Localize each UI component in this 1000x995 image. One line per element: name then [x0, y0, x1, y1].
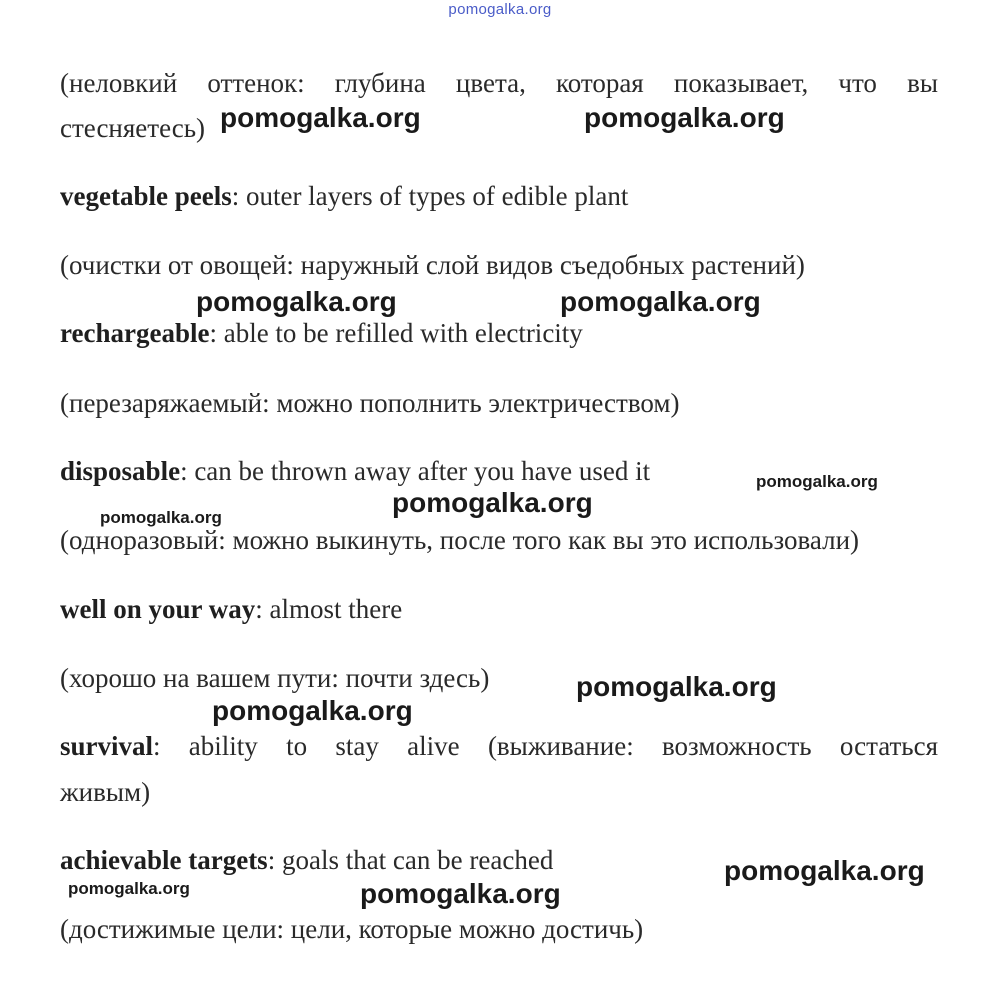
watermark: pomogalka.org	[100, 508, 222, 527]
watermark: pomogalka.org	[756, 472, 878, 491]
term-vegetable-peels: vegetable peels	[60, 181, 232, 211]
translation-well-on-your-way: (хорошо на вашем пути: почти здесь)	[60, 663, 490, 693]
term-achievable-targets: achievable targets	[60, 845, 268, 875]
entry-well-on-your-way	[60, 596, 938, 623]
watermark: pomogalka.org	[724, 855, 925, 886]
definition-disposable: : can be thrown away after you have used it	[180, 456, 651, 486]
definition-achievable-targets: : goals that can be reached	[267, 845, 554, 875]
watermark: pomogalka.org	[392, 487, 593, 518]
definition-vegetable-peels: : outer layers of types of edible plant	[231, 181, 629, 211]
term-survival: survival	[60, 731, 154, 761]
watermark: pomogalka.org	[584, 102, 785, 133]
term-rechargeable: rechargeable	[60, 318, 210, 348]
translation-rechargeable: (перезаряжаемый: можно пополнить электричеством)	[60, 388, 680, 418]
translation-disposable: (одноразовый: можно выкинуть, после того как вы это использовали)	[60, 525, 860, 555]
site-header-link[interactable]: pomogalka.org	[448, 1, 552, 18]
term-well-on-your-way: well on your way	[60, 594, 256, 624]
watermark: pomogalka.org	[360, 878, 561, 909]
translation-achievable-targets: (достижимые цели: цели, которые можно достичь)	[60, 914, 644, 944]
translation-vegetable-peels: (очистки от овощей: наружный слой видов съедобных растений)	[60, 250, 805, 280]
embarrassing-translation-line1: (неловкий оттенок: глубина цвета, которая показывает, что вы	[60, 68, 938, 98]
watermark: pomogalka.org	[196, 286, 397, 317]
definition-rechargeable: : able to be refilled with electricity	[209, 318, 583, 348]
watermark: pomogalka.org	[212, 695, 413, 726]
term-disposable: disposable	[60, 456, 181, 486]
definition-survival-line1: : ability to stay alive (выживание: возможность остаться	[153, 731, 938, 761]
watermark: pomogalka.org	[68, 879, 190, 898]
definition-well-on-your-way: : almost there	[255, 594, 403, 624]
watermark: pomogalka.org	[220, 102, 421, 133]
watermark: pomogalka.org	[560, 286, 761, 317]
embarrassing-translation-line2: стесняетесь)	[60, 113, 206, 143]
definition-survival-line2: живым)	[60, 777, 151, 807]
entry-survival	[60, 733, 938, 760]
entry-vegetable-peels	[60, 183, 938, 210]
watermark: pomogalka.org	[576, 671, 777, 702]
entry-rechargeable	[60, 320, 938, 347]
